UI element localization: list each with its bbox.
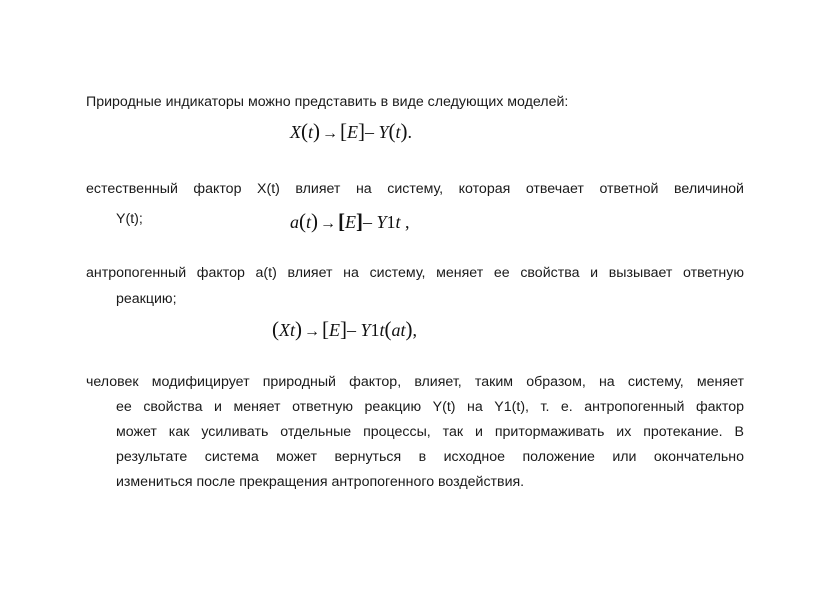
formula-anthropogenic: a(t) →[E]– Y1t , xyxy=(290,209,410,233)
human-factor-line-4: результате система может вернуться в исходное положение или окончательно xyxy=(116,449,744,465)
formula-natural: X(t) →[E]– Y(t). xyxy=(290,119,413,143)
human-factor-line-3: может как усиливать отдельные процессы, так и притормаживать их протекание. В xyxy=(116,424,744,440)
natural-factor-line-1: естественный фактор X(t) влияет на систему, которая отвечает ответной величиной xyxy=(86,181,744,197)
anthropogenic-factor-line-1: антропогенный фактор a(t) влияет на систему, меняет ее свойства и вызывает ответную xyxy=(86,265,744,281)
human-factor-line-2: ее свойства и меняет ответную реакцию Y(t) на Y1(t), т. е. антропогенный фактор xyxy=(116,399,744,415)
formula-human: (Xt) →[E]– Y1t(at), xyxy=(272,317,418,341)
intro-text: Природные индикаторы можно представить в виде следующих моделей: xyxy=(86,94,569,110)
anthropogenic-factor-line-2: реакцию; xyxy=(116,291,177,307)
natural-factor-line-2: Y(t); xyxy=(116,211,143,227)
human-factor-line-1: человек модифицирует природный фактор, влияет, таким образом, на систему, меняет xyxy=(86,374,744,390)
human-factor-line-5: измениться после прекращения антропогенного воздействия. xyxy=(116,474,525,490)
